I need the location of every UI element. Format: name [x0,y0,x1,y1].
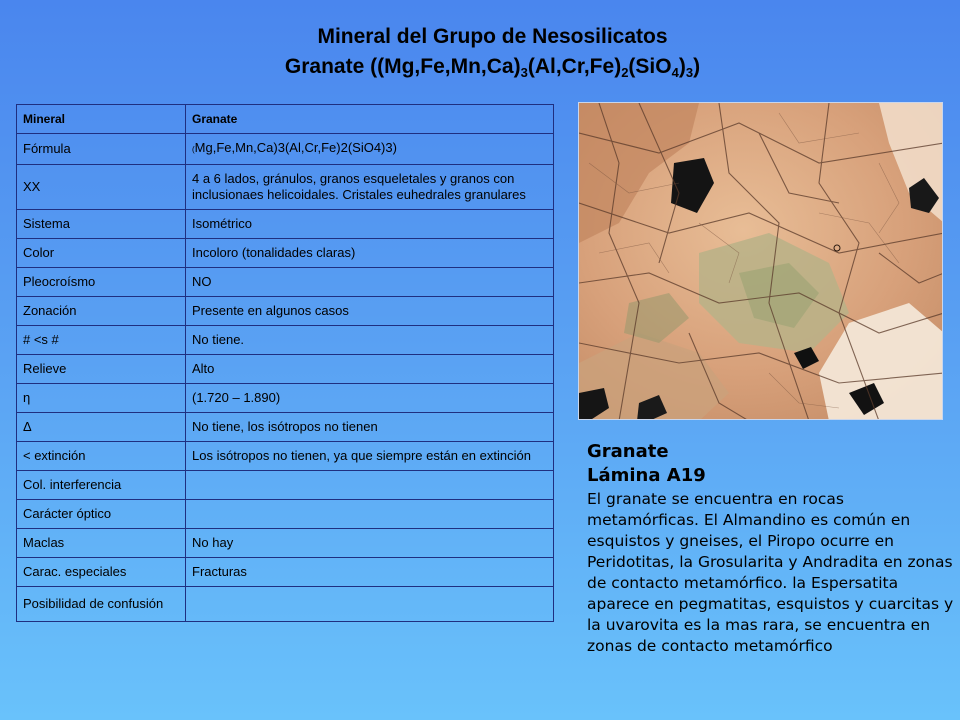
table-header-property: Mineral [17,105,186,134]
row-value: Los isótropos no tienen, ya que siempre están en extinción [186,442,554,471]
table-row [17,442,554,471]
title-formula-subscript: 2 [621,65,629,80]
table-row [17,165,554,210]
thin-section-photo [578,102,943,420]
properties-table [16,104,554,622]
row-property: Pleocroísmo [17,268,186,297]
row-property: Fórmula [17,134,186,165]
table-row [17,500,554,529]
row-value: No tiene, los isótropos no tienen [186,413,554,442]
row-value: (1.720 – 1.890) [186,384,554,413]
table-row [17,471,554,500]
slide-title [0,22,960,82]
title-formula-subscript: 3 [685,65,694,80]
table-header-row [17,105,554,134]
row-value: 4 a 6 lados, gránulos, granos esqueletales y granos con inclusionaes helicoidales. Cristales euhedrales granulares [186,165,554,210]
title-formula-part: (Al,Cr,Fe) [527,55,622,78]
title-line-2 [0,52,960,82]
row-value: NO [186,268,554,297]
table-row [17,413,554,442]
title-formula-part: Granate ((Mg,Fe,Mn,Ca) [284,55,521,78]
table-row [17,134,554,165]
table-row [17,326,554,355]
row-value: Alto [186,355,554,384]
garnet-micrograph-image [579,103,943,420]
row-value: Incoloro (tonalidades claras) [186,239,554,268]
table-row [17,558,554,587]
table-row [17,529,554,558]
row-property: Color [17,239,186,268]
row-property: η [17,384,186,413]
description-body: El granate se encuentra en rocas metamórficas. El Almandino es común en esquistos y gneises, el Piropo ocurre en Peridotitas, la Grosularita y Andradita en zonas de contacto metamórfico. la Espersatita aparece en pegmatitas, esquistos y cuarcitas y la uvarovita es la mas rara, se encuentra en zonas de contacto metamórfico [587,490,954,655]
table-row [17,384,554,413]
row-property: XX [17,165,186,210]
table-row [17,297,554,326]
table-row [17,239,554,268]
title-formula-part: ) [678,55,686,78]
row-value: No tiene. [186,326,554,355]
description-block [587,440,957,657]
row-property: < extinción [17,442,186,471]
row-property: Sistema [17,210,186,239]
table-row [17,587,554,622]
row-property: Col. interferencia [17,471,186,500]
row-value [186,500,554,529]
row-property: Posibilidad de confusión [17,587,186,622]
row-value [186,134,554,165]
table-row [17,355,554,384]
row-property: Carac. especiales [17,558,186,587]
row-value [186,587,554,622]
table-row [17,268,554,297]
row-property: # <s # [17,326,186,355]
table-header-value: Granate [186,105,554,134]
table-row [17,210,554,239]
description-heading-slide: Lámina A19 [587,465,706,486]
row-property: Zonación [17,297,186,326]
title-formula-subscript: 4 [671,65,679,80]
row-property: Maclas [17,529,186,558]
row-value: Presente en algunos casos [186,297,554,326]
row-value: Fracturas [186,558,554,587]
title-formula-part: (SiO [628,55,672,78]
row-property: Carácter óptico [17,500,186,529]
row-value: Isométrico [186,210,554,239]
row-value [186,471,554,500]
title-formula-subscript: 3 [520,65,528,80]
title-line-1: Mineral del Grupo de Nesosilicatos [317,25,668,48]
row-value: No hay [186,529,554,558]
formula-text: Mg,Fe,Mn,Ca)3(Al,Cr,Fe)2(SiO4)3) [194,140,397,155]
formula-open-paren: ( [192,145,195,154]
row-property: Δ [17,413,186,442]
title-formula-part: ) [693,55,701,78]
description-heading-mineral: Granate [587,441,669,462]
row-property: Relieve [17,355,186,384]
